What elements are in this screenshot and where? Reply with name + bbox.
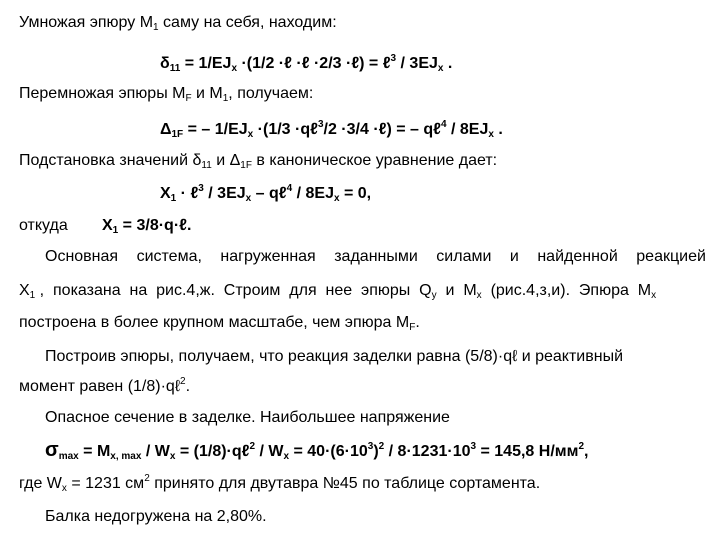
- text: Построив эпюры, получаем, что реакция заделки равна (5/8)·qℓ и реактивный: [45, 348, 623, 365]
- text: .: [415, 314, 420, 331]
- text: Умножая эпюру M: [19, 14, 154, 31]
- superscript: 3: [470, 441, 477, 452]
- text: (рис.4,з,и). Эпюра M: [481, 282, 652, 299]
- text: , показана на рис.4,ж. Строим для нее эпюры Q: [35, 282, 432, 299]
- word: реакцией: [636, 248, 706, 265]
- text: принято для двутавра №45 по таблице сортамента.: [149, 475, 541, 492]
- sigma-symbol: σ: [45, 439, 59, 461]
- subscript: 11: [169, 63, 181, 74]
- formula-x1-result: [102, 216, 191, 236]
- text: откуда: [19, 217, 68, 234]
- superscript: 2: [180, 376, 186, 387]
- paragraph-line-3: [19, 313, 420, 333]
- text: ): [373, 443, 379, 460]
- text-line-2: [19, 84, 313, 104]
- word: силами: [436, 248, 492, 265]
- subscript: 11: [201, 160, 212, 171]
- paragraph-line-4: [45, 347, 623, 367]
- superscript: 3: [390, 53, 397, 64]
- paragraph-line-7: [19, 474, 540, 494]
- text: Опасное сечение в заделке. Наибольшее напряжение: [45, 409, 450, 426]
- formula-delta-1f: [160, 120, 503, 140]
- subscript: 1: [29, 290, 36, 301]
- text: / 3EJ: [396, 55, 438, 72]
- word: нагруженная: [220, 248, 316, 265]
- paragraph-line-2: [19, 281, 656, 301]
- text: = M: [78, 443, 111, 460]
- text: Балка недогружена на 2,80%.: [45, 508, 267, 525]
- symbol: δ: [160, 55, 170, 72]
- text: ,: [584, 443, 589, 460]
- text: = – 1/EJ: [183, 121, 248, 138]
- formula-canonical-equation: [160, 184, 371, 204]
- subscript: 1: [170, 193, 177, 204]
- text: и M: [191, 85, 223, 102]
- text: построена в более крупном масштабе, чем эпюра M: [19, 314, 410, 331]
- text: / 3EJ: [203, 185, 246, 202]
- paragraph-line-5: [19, 377, 190, 397]
- formula-delta-11: [160, 54, 452, 74]
- text: , получаем:: [228, 85, 314, 102]
- text: момент равен (1/8)·qℓ: [19, 378, 180, 395]
- text: ·(1/2 ·ℓ ·ℓ ·2/3 ·ℓ) = ℓ: [237, 55, 391, 72]
- subscript: F: [185, 93, 192, 104]
- superscript: 2: [578, 441, 584, 452]
- superscript: 3: [317, 119, 324, 130]
- text: .: [443, 55, 453, 72]
- subscript: x: [333, 193, 340, 204]
- text: и Δ: [211, 152, 241, 169]
- text: = 40·(6·10: [289, 443, 368, 460]
- text: Подстановка значений δ: [19, 152, 202, 169]
- subscript: x: [283, 451, 290, 462]
- text: / W: [141, 443, 170, 460]
- symbol: Δ: [160, 121, 172, 138]
- paragraph-line-1: [45, 247, 706, 267]
- subscript: 1: [112, 225, 119, 236]
- superscript: 2: [144, 473, 150, 484]
- text-line-4: [19, 216, 68, 236]
- subscript: 1F: [171, 129, 184, 140]
- superscript: 2: [378, 441, 385, 452]
- text: · ℓ: [176, 185, 199, 202]
- text: Перемножая эпюры M: [19, 85, 186, 102]
- text: и M: [436, 282, 477, 299]
- subscript: 1F: [240, 160, 252, 171]
- superscript: 3: [198, 183, 204, 194]
- subscript: x, max: [110, 451, 142, 462]
- word: система,: [136, 248, 202, 265]
- subscript: F: [409, 322, 416, 333]
- subscript: x: [247, 129, 254, 140]
- subscript: max: [58, 451, 79, 462]
- subscript: x: [651, 290, 657, 301]
- subscript: x: [231, 63, 237, 74]
- text: саму на себя, находим:: [158, 14, 337, 31]
- text: в каноническое уравнение дает:: [251, 152, 498, 169]
- subscript: x: [169, 451, 176, 462]
- paragraph-line-8: [45, 507, 267, 527]
- subscript: x: [245, 193, 252, 204]
- text: / W: [255, 443, 284, 460]
- subscript: y: [431, 290, 437, 301]
- superscript: 2: [249, 441, 256, 452]
- text: /2 ·3/4 ·ℓ) = – qℓ: [323, 121, 441, 138]
- text-line-3: [19, 151, 497, 171]
- word: заданными: [334, 248, 418, 265]
- word: найденной: [537, 248, 618, 265]
- text: где W: [19, 475, 62, 492]
- text: .: [185, 378, 191, 395]
- text: / 8EJ: [446, 121, 489, 138]
- text: / 8·1231·10: [384, 443, 471, 460]
- subscript: x: [437, 63, 444, 74]
- formula-max-stress: [45, 440, 588, 462]
- text: = (1/8)·qℓ: [175, 443, 250, 460]
- text: = 0,: [339, 185, 372, 202]
- word: Основная: [45, 248, 119, 265]
- symbol: X: [160, 185, 171, 202]
- text: = 3/8·q·ℓ.: [118, 217, 192, 234]
- superscript: 3: [367, 441, 374, 452]
- paragraph-line-6: [45, 408, 450, 428]
- subscript: 1: [222, 93, 229, 104]
- text-line-1: [19, 13, 337, 33]
- text: = 145,8 Н/мм: [476, 443, 579, 460]
- text: – qℓ: [251, 185, 287, 202]
- text: / 8EJ: [292, 185, 334, 202]
- text: = 1231 см: [66, 475, 145, 492]
- subscript: x: [488, 129, 494, 140]
- subscript: x: [476, 290, 482, 301]
- text: ·(1/3 ·qℓ: [253, 121, 318, 138]
- text: X: [19, 282, 30, 299]
- subscript: 1: [153, 22, 159, 33]
- word: и: [509, 248, 519, 265]
- subscript: x: [61, 483, 67, 494]
- superscript: 4: [286, 183, 293, 194]
- text: .: [493, 121, 503, 138]
- superscript: 4: [440, 119, 447, 130]
- text: = 1/EJ: [180, 55, 232, 72]
- symbol: X: [102, 217, 113, 234]
